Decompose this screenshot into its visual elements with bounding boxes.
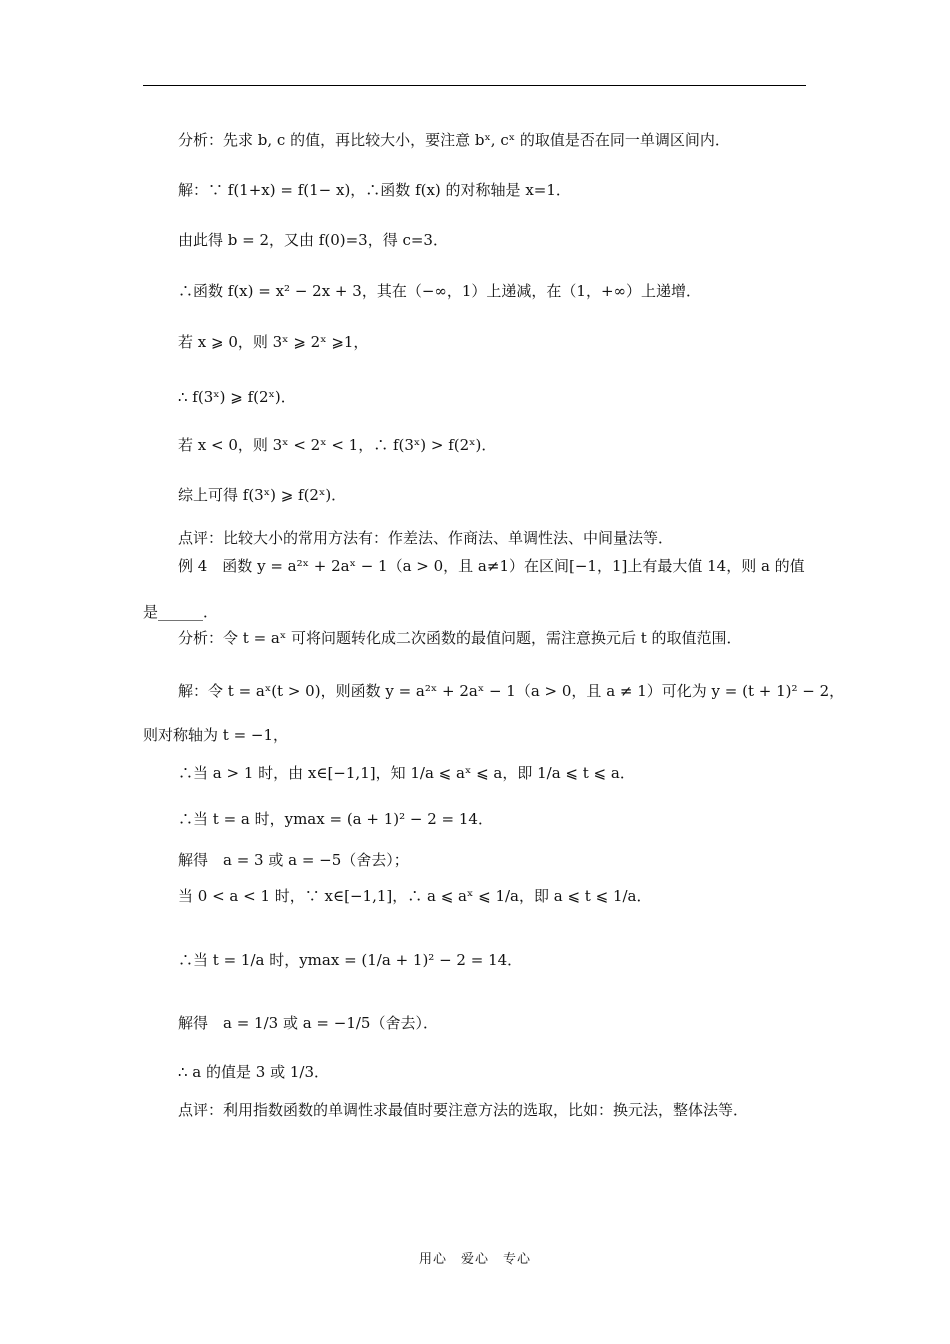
text-line: 解：令 t = aˣ(t > 0)，则函数 y = a²ˣ + 2aˣ − 1（a > 0，且 a ≠ 1）可化为 y = (t + 1)² − 2， (178, 682, 845, 700)
text-line: 解得 a = 3 或 a = −5（舍去）； (178, 851, 409, 869)
text-line: 当 0 < a < 1 时，∵ x∈[−1,1]，∴ a ⩽ aˣ ⩽ 1/a，即 a ⩽ t ⩽ 1/a． (178, 887, 652, 905)
remark-line: 点评：利用指数函数的单调性求最值时要注意方法的选取，比如：换元法，整体法等． (178, 1101, 749, 1119)
text-line: 由此得 b = 2，又由 f(0)=3，得 c=3． (178, 231, 448, 249)
text-line: 综上可得 f(3ˣ) ⩾ f(2ˣ)． (178, 486, 347, 504)
text-line: 解：∵ f(1+x) = f(1− x)，∴函数 f(x) 的对称轴是 x=1． (178, 181, 571, 199)
text-line: ∴当 a > 1 时，由 x∈[−1,1]，知 1/a ⩽ aˣ ⩽ a，即 1/a ⩽ t ⩽ a． (178, 764, 635, 782)
remark-line: 点评：比较大小的常用方法有：作差法、作商法、单调性法、中间量法等． (178, 529, 674, 547)
header-rule (143, 85, 806, 86)
text-line: ∴ f(3ˣ) ⩾ f(2ˣ)． (178, 388, 296, 406)
text-line: 是______． (143, 603, 219, 621)
text-line: 分析：先求 b, c 的值，再比较大小，要注意 bˣ, cˣ 的取值是否在同一单调区间内． (178, 131, 730, 149)
text-line: ∴函数 f(x) = x² − 2x + 3，其在（−∞，1）上递减，在（1，+∞）上递增． (178, 282, 702, 300)
text-line: ∴当 t = 1/a 时，ymax = (1/a + 1)² − 2 = 14． (178, 951, 523, 969)
example-4-line: 例 4 函数 y = a²ˣ + 2aˣ − 1（a > 0，且 a≠1）在区间[−1，1]上有最大值 14，则 a 的值 (178, 557, 805, 575)
text-line: 若 x ⩾ 0，则 3ˣ ⩾ 2ˣ ⩾1， (178, 333, 369, 351)
text-line: 则对称轴为 t = −1， (143, 726, 289, 744)
text-line: 若 x < 0，则 3ˣ < 2ˣ < 1，∴ f(3ˣ) > f(2ˣ)． (178, 436, 497, 454)
text-line: 解得 a = 1/3 或 a = −1/5（舍去）． (178, 1014, 438, 1032)
text-line: 分析：令 t = aˣ 可将问题转化成二次函数的最值问题，需注意换元后 t 的取值范围． (178, 629, 742, 647)
text-line: ∴当 t = a 时，ymax = (a + 1)² − 2 = 14． (178, 810, 493, 828)
page-footer: 用心 爱心 专心 (418, 1252, 531, 1267)
text-line: ∴ a 的值是 3 或 1/3． (178, 1063, 330, 1081)
